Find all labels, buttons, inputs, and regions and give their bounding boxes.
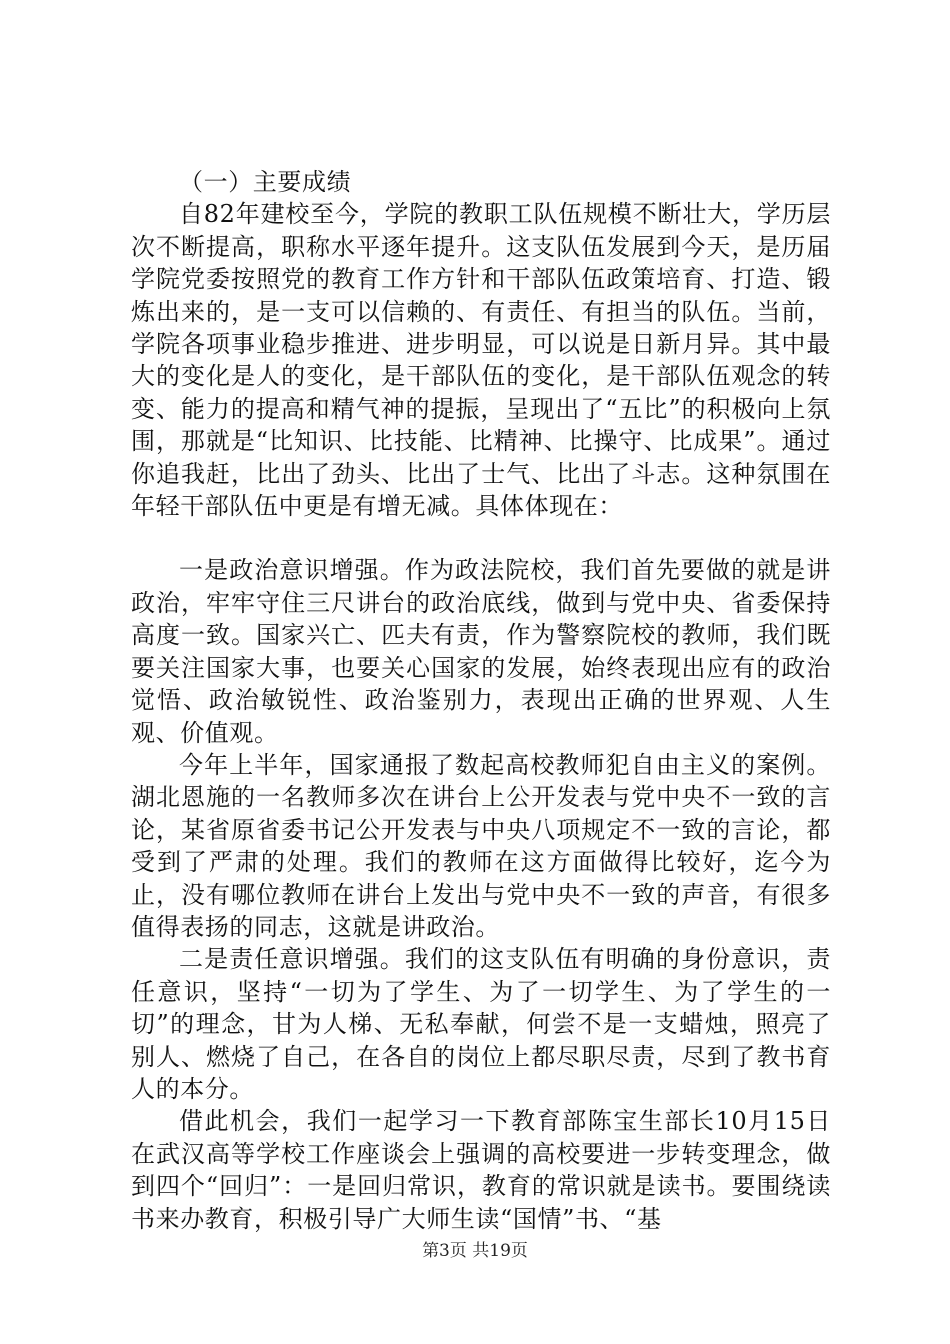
document-body	[131, 166, 831, 1235]
paragraph-case-report: 今年上半年，国家通报了数起高校教师犯自由主义的案例。湖北恩施的一名教师多次在讲台上公开发表与党中央不一致的言论，某省原省委书记公开发表与中央八项规定不一致的言论，都受到了严肃的处理。我们的教师在这方面做得比较好，迄今为止，没有哪位教师在讲台上发出与党中央不一致的声音，有很多值得表扬的同志，这就是讲政治。	[131, 750, 831, 941]
page-number-footer: 第3页 共19页	[422, 1241, 528, 1261]
paragraph-responsibility: 二是责任意识增强。我们的这支队伍有明确的身份意识，责任意识，坚持“一切为了学生、为了一切学生、为了学生的一切”的理念，甘为人梯、无私奉献，何尝不是一支蜡烛，照亮了别人、燃烧了自己，在各自的岗位上都尽职尽责，尽到了教书育人的本分。	[131, 945, 831, 1103]
paragraph-spacer	[131, 522, 831, 554]
paragraph-political-awareness: 一是政治意识增强。作为政法院校，我们首先要做的就是讲政治，牢牢守住三尺讲台的政治底线，做到与党中央、省委保持高度一致。国家兴亡、匹夫有责，作为警察院校的教师，我们既要关注国家大事，也要关心国家的发展，始终表现出应有的政治觉悟、政治敏锐性、政治鉴别力，表现出正确的世界观、人生观、价值观。	[131, 556, 831, 747]
paragraph-intro: 自82年建校至今，学院的教职工队伍规模不断壮大，学历层次不断提高，职称水平逐年提升。这支队伍发展到今天，是历届学院党委按照党的教育工作方针和干部队伍政策培育、打造、锻炼出来的，是一支可以信赖的、有责任、有担当的队伍。当前，学院各项事业稳步推进、进步明显，可以说是日新月异。其中最大的变化是人的变化，是干部队伍的变化，是干部队伍观念的转变、能力的提高和精气神的提振，呈现出了“五比”的积极向上氛围，那就是“比知识、比技能、比精神、比操守、比成果”。通过你追我赶，比出了劲头、比出了士气、比出了斗志。这种氛围在年轻干部队伍中更是有增无减。具体体现在：	[131, 200, 831, 521]
paragraph-four-returns: 借此机会，我们一起学习一下教育部陈宝生部长10月15日在武汉高等学校工作座谈会上强调的高校要进一步转变理念，做到四个“回归”：一是回归常识，教育的常识就是读书。要围绕读书来办教育，积极引导广大师生读“国情”书、“基	[131, 1107, 831, 1233]
section-heading: （一）主要成绩	[179, 168, 352, 196]
